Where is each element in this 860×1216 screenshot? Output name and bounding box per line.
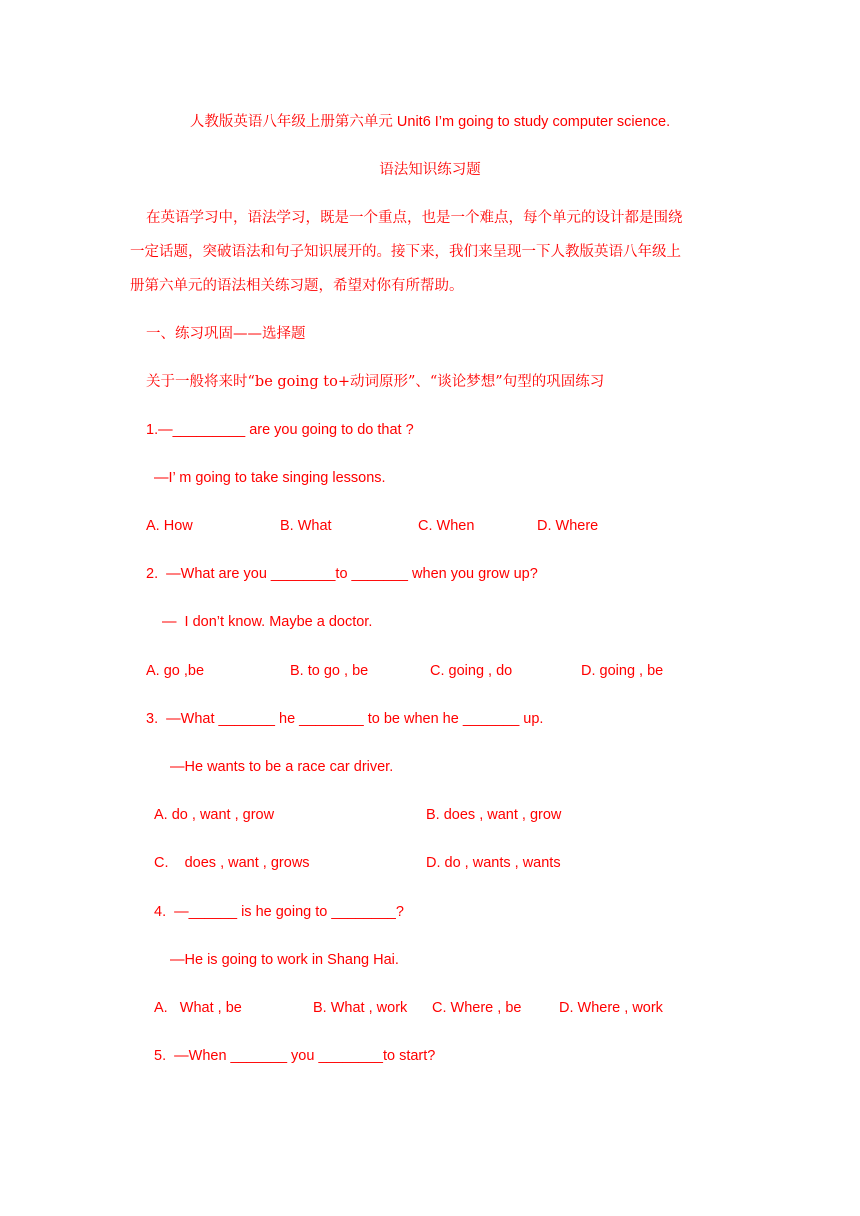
question-1-option-b: B. What (280, 518, 332, 534)
document-subtitle: 语法知识练习题 (379, 162, 481, 178)
question-4-option-c: C. Where , be (432, 1000, 522, 1016)
question-4-text: 4. —______ is he going to ________? (154, 904, 404, 920)
question-1-option-c: C. When (418, 518, 475, 534)
question-3-option-a: A. do , want , grow (154, 807, 275, 823)
section-note: 关于一般将来时“be going to+动词原形”、“谈论梦想”句型的巩固练习 (146, 374, 605, 390)
question-4-option-a: A. What , be (154, 1000, 242, 1016)
document-title: 人教版英语八年级上册第六单元 Unit6 I’m going to study computer science. (189, 114, 671, 130)
question-3-option-c: C. does , want , grows (154, 855, 310, 871)
question-4-option-b: B. What , work (313, 1000, 408, 1016)
question-3-option-b: B. does , want , grow (426, 807, 562, 823)
question-2-text: 2. —What are you ________to _______ when you grow up? (146, 566, 538, 582)
question-1-answer: —I’ m going to take singing lessons. (154, 470, 386, 486)
intro-line-2: 一定话题，突破语法和句子知识展开的。接下来，我们来呈现一下人教版英语八年级上 (130, 244, 681, 260)
question-4-answer: —He is going to work in Shang Hai. (170, 952, 399, 968)
question-3-answer: —He wants to be a race car driver. (170, 759, 394, 775)
question-1-option-a: A. How (146, 518, 193, 534)
question-2-option-c: C. going , do (430, 663, 513, 679)
intro-line-3: 册第六单元的语法相关练习题，希望对你有所帮助。 (130, 278, 464, 294)
question-1-text: 1.—_________ are you going to do that ? (146, 422, 414, 438)
question-2-answer: — I don’t know. Maybe a doctor. (162, 614, 373, 630)
question-3-option-d: D. do , wants , wants (426, 855, 561, 871)
question-2-option-a: A. go ,be (146, 663, 205, 679)
question-2-option-b: B. to go , be (290, 663, 369, 679)
question-2-option-d: D. going , be (581, 663, 664, 679)
intro-line-1: 在英语学习中，语法学习，既是一个重点，也是一个难点，每个单元的设计都是围绕 (146, 210, 683, 226)
question-3-text: 3. —What _______ he ________ to be when he _______ up. (146, 711, 544, 727)
question-4-option-d: D. Where , work (559, 1000, 663, 1016)
section-heading: 一、练习巩固——选择题 (146, 326, 306, 342)
question-1-option-d: D. Where (537, 518, 599, 534)
question-5-text: 5. —When _______ you ________to start? (154, 1048, 436, 1064)
